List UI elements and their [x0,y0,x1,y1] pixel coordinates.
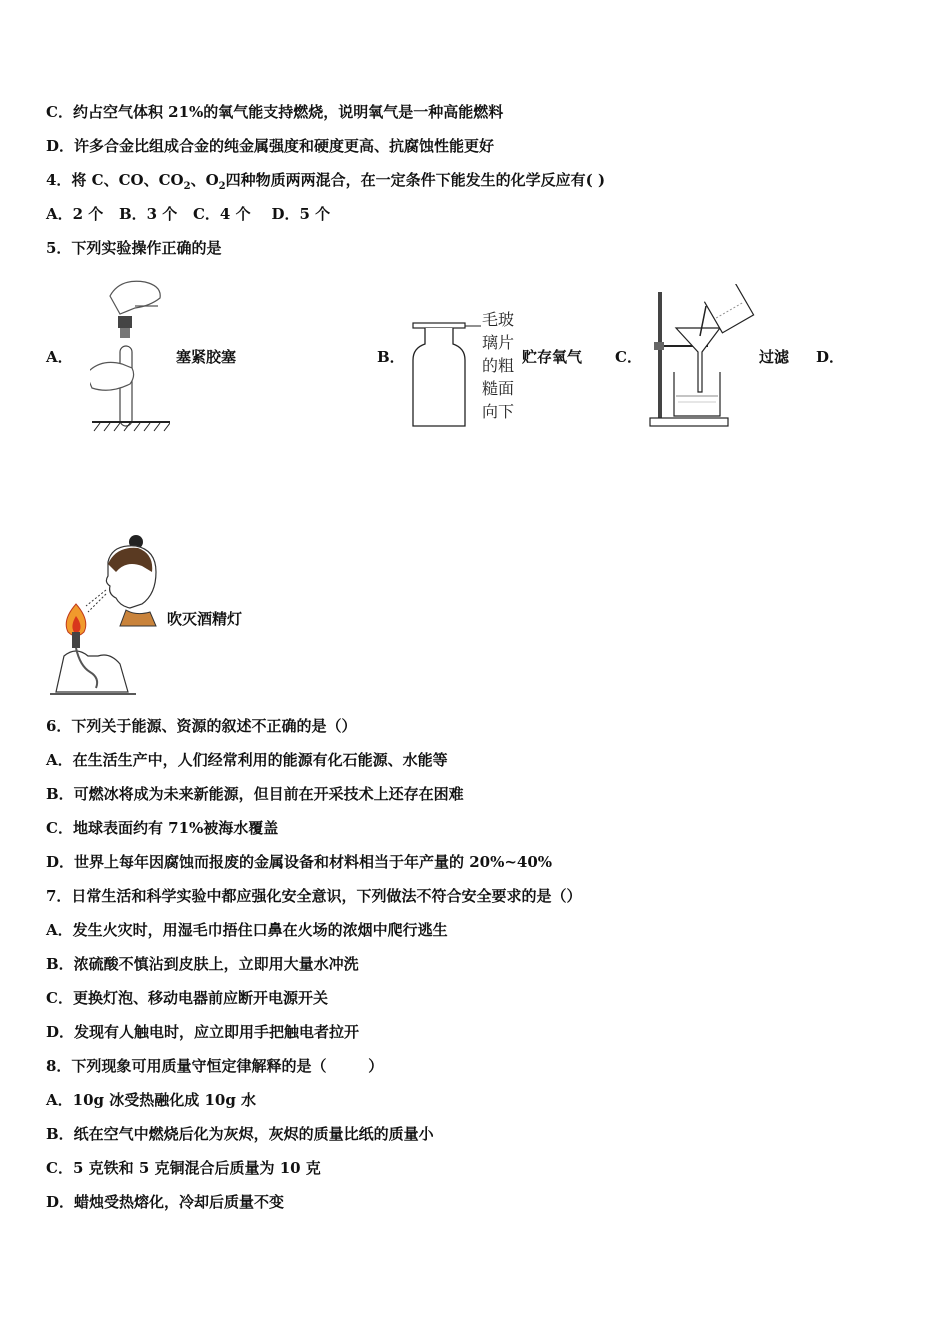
q7-option-d: D．发现有人触电时，应立即用手把触电者拉开 [46,1023,360,1041]
q4-stem-subscript: 2 [183,181,191,192]
q8-option-b: B．纸在空气中燃烧后化为灰烬，灰烬的质量比纸的质量小 [46,1125,434,1143]
test-tube-stopper-figure [90,276,170,436]
q6-option-d: D．世界上每年因腐蚀而报废的金属设备和材料相当于年产量的 20%~40% [46,853,553,871]
q6-stem: 6．下列关于能源、资源的叙述不正确的是（） [46,717,357,735]
q6-option-b: B．可燃冰将成为未来新能源，但目前在开采技术上还存在困难 [46,785,464,803]
q4-options: A．2 个 B．3 个 C．4 个 D．5 个 [46,205,331,223]
q5-option-a-caption: 塞紧胶塞 [176,348,237,366]
q8-option-a: A．10g 冰受热融化成 10g 水 [46,1091,257,1109]
q7-option-c: C．更换灯泡、移动电器前应断开电源开关 [46,989,328,1007]
q4-stem-part-b: 、O [190,171,219,189]
q4-stem-part-a: 4．将 C、CO、CO [46,171,184,189]
glass-plate-note-line: 糙面 [482,379,515,398]
q5-option-d-letter: D． [816,348,845,366]
glass-plate-note-line: 的粗 [482,356,515,375]
q8-option-c: C．5 克铁和 5 克铜混合后质量为 10 克 [46,1159,321,1177]
q5-option-d-caption: 吹灭酒精灯 [167,610,243,628]
glass-plate-note-line: 璃片 [482,333,515,352]
blowing-out-lamp-figure [46,532,166,700]
q4-stem [46,170,605,197]
q4-stem-part-c: 四种物质两两混合，在一定条件下能发生的化学反应有( ) [225,171,606,189]
q5-option-c-caption: 过滤 [759,348,790,366]
q5-stem: 5．下列实验操作正确的是 [46,239,222,257]
q5-option-c-letter: C． [615,348,642,366]
q8-stem: 8．下列现象可用质量守恒定律解释的是（ ） [46,1057,384,1075]
q6-option-a: A．在生活生产中，人们经常利用的能源有化石能源、水能等 [46,751,448,769]
q7-option-b: B．浓硫酸不慎沾到皮肤上，立即用大量水冲洗 [46,955,359,973]
q6-option-c: C．地球表面约有 71%被海水覆盖 [46,819,279,837]
q3-option-d: D．许多合金比组成合金的纯金属强度和硬度更高、抗腐蚀性能更好 [46,137,495,155]
glass-plate-note-line: 毛玻 [482,310,515,329]
q8-option-d: D．蜡烛受热熔化，冷却后质量不变 [46,1193,285,1211]
q5-option-a-letter: A． [46,348,73,366]
glass-plate-note [482,308,522,423]
filtration-figure [648,284,758,432]
q3-option-c: C．约占空气体积 21%的氧气能支持燃烧，说明氧气是一种高能燃料 [46,103,504,121]
q7-stem: 7．日常生活和科学实验中都应强化安全意识，下列做法不符合安全要求的是（） [46,887,582,905]
q7-option-a: A．发生火灾时，用湿毛巾捂住口鼻在火场的浓烟中爬行逃生 [46,921,448,939]
gas-bottle-figure [405,318,485,432]
glass-plate-note-line: 向下 [482,402,515,421]
q5-option-b-letter: B． [377,348,405,366]
q4-stem-subscript-2: 2 [218,181,226,192]
q5-option-b-caption: 贮存氧气 [522,348,583,366]
